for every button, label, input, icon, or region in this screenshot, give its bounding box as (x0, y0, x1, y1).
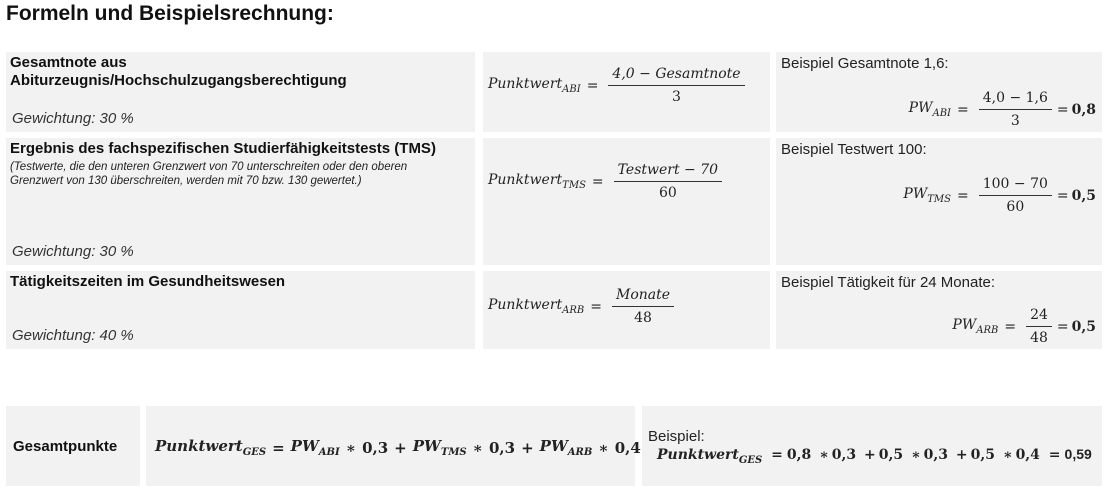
criterion-title: Tätigkeitszeiten im Gesundheitswesen (10, 273, 286, 290)
example-label: Beispiel Tätigkeit für 24 Monate: (781, 274, 996, 291)
formula-abi: Punktwert$_{ABI}$ = $\frac{\text{4,0 − Gesamtnote}}{3}$ (488, 66, 749, 105)
example-numerator: 100 − 70 (979, 176, 1052, 196)
example-lhs: PW (903, 186, 928, 202)
formula-denominator: 3 (672, 89, 681, 105)
example-sub: TMS (927, 194, 951, 205)
factor-tms: 0,3 (488, 438, 516, 457)
value-tms: 0,5 (878, 447, 904, 463)
example-result: 0,5 (1071, 318, 1096, 335)
criterion-title: Gesamtnote aus Abiturzeugnis/Hochschulzugangsberechtigung (10, 54, 347, 89)
example-numerator: 4,0 − 1,6 (979, 90, 1052, 110)
weight-label: Gewichtung: 40 % (12, 327, 134, 344)
example-cell-abi (776, 52, 1102, 132)
formula-cell-arb (483, 271, 770, 349)
example-formula-arb: $PW_{ARB}$ = $\frac{24}{48}$ = 0,5 (952, 307, 1096, 346)
example-denominator: 3 (1010, 113, 1020, 129)
factor-abi: 0,3 (831, 447, 857, 463)
factor-arb: 0,4 (1015, 447, 1040, 463)
formula-denominator: 48 (634, 310, 652, 326)
example-denominator: 48 (1030, 330, 1048, 346)
example-result: 0,5 (1071, 187, 1096, 204)
criterion-cell-arb (6, 271, 475, 349)
weight-label: Gewichtung: 30 % (12, 243, 134, 260)
total-example-cell (642, 406, 1102, 486)
formula-numerator: Monate (612, 287, 674, 307)
formula-lhs: Punktwert (488, 172, 563, 188)
formula-numerator: Testwert − 70 (614, 162, 722, 182)
total-example-result: 0,59 (1064, 446, 1092, 462)
total-example-label: Beispiel: (648, 428, 705, 445)
example-label: Beispiel Testwert 100: (781, 141, 927, 158)
example-lhs: PW (952, 317, 977, 333)
example-cell-tms (776, 138, 1102, 265)
term-tms: PW (412, 437, 441, 455)
total-label-cell (6, 406, 140, 486)
example-label: Beispiel Gesamtnote 1,6: (781, 55, 949, 72)
formula-lhs: Punktwert (488, 297, 563, 313)
total-formula-cell (146, 406, 641, 486)
term-arb: PW (539, 437, 568, 455)
formula-sub: TMS (562, 180, 586, 191)
term-tms-sub: TMS (440, 447, 467, 458)
example-formula-abi: $PW_{ABI}$ = $\frac{4,0 - 1,6}{3}$ = 0,8 (908, 90, 1096, 129)
formula-arb: Punktwert$_{ARB}$ = $\frac{\text{Monate}}{48}$ (488, 287, 678, 326)
formula-cell-abi (483, 52, 770, 132)
criterion-title: Ergebnis des fachspezifischen Studierfähigkeitstests (TMS) (10, 140, 436, 157)
example-formula-tms: $PW_{TMS}$ = $\frac{100 - 70}{60}$ = 0,5 (903, 176, 1096, 215)
example-sub: ABI (932, 108, 951, 119)
total-sub: GES (242, 447, 267, 458)
example-sub: ARB (976, 325, 999, 336)
example-numerator: 24 (1026, 307, 1052, 327)
example-denominator: 60 (1006, 199, 1025, 215)
example-lhs: PW (908, 100, 933, 116)
term-abi: PW (290, 437, 319, 455)
criterion-note: (Testwerte, die den unteren Grenzwert von 70 unterschreiten oder den oberen Grenzwert von 130 überschreiten, werden mit 70 bzw. 130 gewertet.) (10, 161, 408, 187)
total-formula: Punktwert$_{GES}$ = $PW_{ABI}$ ∗ 0,3 + $PW_{TMS}$ ∗ 0,3 + $PW_{ARB}$ ∗ 0,4 (155, 437, 641, 458)
formula-numerator: 4,0 − Gesamtnote (608, 66, 744, 86)
total-lhs: Punktwert (155, 437, 243, 455)
term-arb-sub: ARB (567, 447, 593, 458)
criterion-cell-tms (6, 138, 475, 265)
weight-label: Gewichtung: 30 % (12, 110, 134, 127)
formula-tms: Punktwert$_{TMS}$ = $\frac{\text{Testwert − 70}}{60}$ (488, 162, 726, 201)
formula-sub: ABI (562, 84, 581, 95)
total-example-lhs: Punktwert (657, 447, 739, 463)
factor-tms: 0,3 (923, 447, 949, 463)
example-cell-arb (776, 271, 1102, 349)
criterion-cell-abi (6, 52, 475, 132)
formula-cell-tms (483, 138, 770, 265)
formula-lhs: Punktwert (488, 76, 563, 92)
example-result: 0,8 (1071, 101, 1096, 118)
factor-arb: 0,4 (614, 438, 641, 457)
factor-abi: 0,3 (362, 438, 389, 457)
formula-denominator: 60 (658, 185, 677, 201)
term-abi-sub: ABI (318, 447, 340, 458)
total-label: Gesamtpunkte (13, 438, 118, 455)
total-example-sub: GES (738, 455, 763, 466)
value-abi: 0,8 (786, 447, 812, 463)
formula-sub: ARB (562, 305, 585, 316)
page-title: Formeln und Beispielsrechnung: (6, 2, 334, 25)
value-arb: 0,5 (970, 447, 995, 463)
total-example-formula: Punktwert$_{GES}$ = 0,8 ∗ 0,3 + 0,5 ∗ 0,3 + 0,5 ∗ 0,4 = 0,59 (657, 446, 1092, 466)
